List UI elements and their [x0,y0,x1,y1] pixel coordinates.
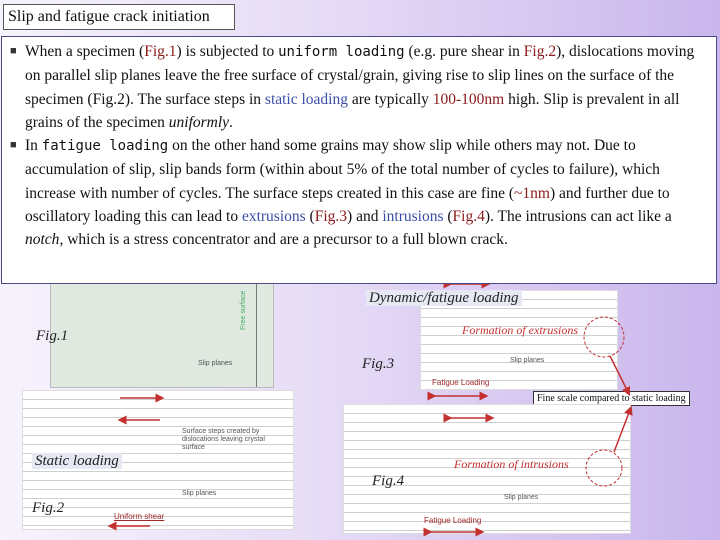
b2-text-8: , which is a stress concentrator and are a precursor to a full blown crack. [59,231,508,249]
fig2-loading-text: Static loading [32,453,122,469]
slide-title: Slip and fatigue crack initiation [3,4,235,30]
bullet-uniform-loading [10,40,708,134]
fig4-loading-label: Fatigue Loading [424,516,482,525]
b1-text-6: high. Slip is prevalent in all grains of the specimen [25,90,680,131]
b1-fig2-ref: Fig.2 [523,43,557,60]
fig2-surface-note: Surface steps created by dislocations leaving crystal surface [182,428,265,451]
b2-notch: notch [25,231,60,249]
b1-text-3: (e.g. pure shear in [404,43,524,60]
fig2-shear-label: Uniform shear [114,512,165,521]
b1-uniformly: uniformly [168,113,230,131]
b2-text-5: ) and [347,208,383,226]
b1-text-7: . [229,113,233,131]
b2-extrusions: extrusions [241,208,306,226]
b2-fig3-ref: Fig.3 [314,208,348,226]
content-box [1,36,717,284]
fig1-slip-planes-label: Slip planes [198,360,233,367]
bullet-fatigue-loading [10,134,708,251]
fig4-note-pointer [614,410,630,452]
b2-text-2: on the other hand some grains may show slip while others may not. Due to accumulation of slip, slip bands form (within about 5% of the total number of cycles to failure), which increase with number of cycles. The surface steps created in this case are fine ( [25,137,660,202]
b2-text-6: ( [443,208,453,226]
b2-fine-step: ~1nm [514,184,550,202]
fig1-label: Fig.1 [36,328,69,344]
bullet-square-icon: ■ [10,45,17,57]
b2-fig4-ref: Fig.4 [452,208,485,226]
fig3-loading-label: Fatigue Loading [432,378,490,387]
fig3-label: Fig.3 [362,356,395,372]
fig1-free-surface-label: Free surface [240,290,247,330]
fig3-note-pointer [610,356,628,392]
b2-text-7: ). The intrusions can act like a [484,208,672,226]
fig3-extrusion-circle [584,317,624,357]
b2-fatigue-loading: fatigue loading [41,138,169,155]
fine-scale-note: Fine scale compared to static loading [533,391,690,406]
b1-text-2: ) is subjected to [176,43,279,60]
fig4-slip-planes-label: Slip planes [504,494,539,501]
fig4-intrusion-circle [586,450,622,486]
fig3-formation-label: Formation of extrusions [462,323,578,337]
fig2-slip-planes-label: Slip planes [182,490,217,497]
fig2-label: Fig.2 [32,500,65,516]
b2-text-4: ( [305,208,315,226]
fig3-slip-planes-label: Slip planes [510,357,545,364]
bullet-square-icon: ■ [10,139,17,152]
b1-text-1: When a specimen ( [25,43,145,60]
fig3-header-text: Dynamic/fatigue loading [366,290,522,306]
b1-uniform-loading: uniform loading [278,44,405,60]
b1-step-height: 100-100nm [432,90,505,108]
b1-text-4: ), dislocations moving on parallel slip planes leave the free surface of crystal/grain, giving rise to slip lines on the surface of the specimen (Fig.2). The surface steps in [25,43,695,108]
b2-text-1: In [25,137,42,155]
b1-static-loading: static loading [264,90,348,108]
b2-text-3: ) and further due to oscillatory loading this can lead to [25,184,670,226]
b1-text-5: are typically [347,90,433,108]
b2-intrusions: intrusions [382,208,444,226]
b1-fig1-ref: Fig.1 [144,43,177,60]
fig4-label: Fig.4 [372,473,405,489]
fig4-formation-label: Formation of intrusions [454,457,569,471]
